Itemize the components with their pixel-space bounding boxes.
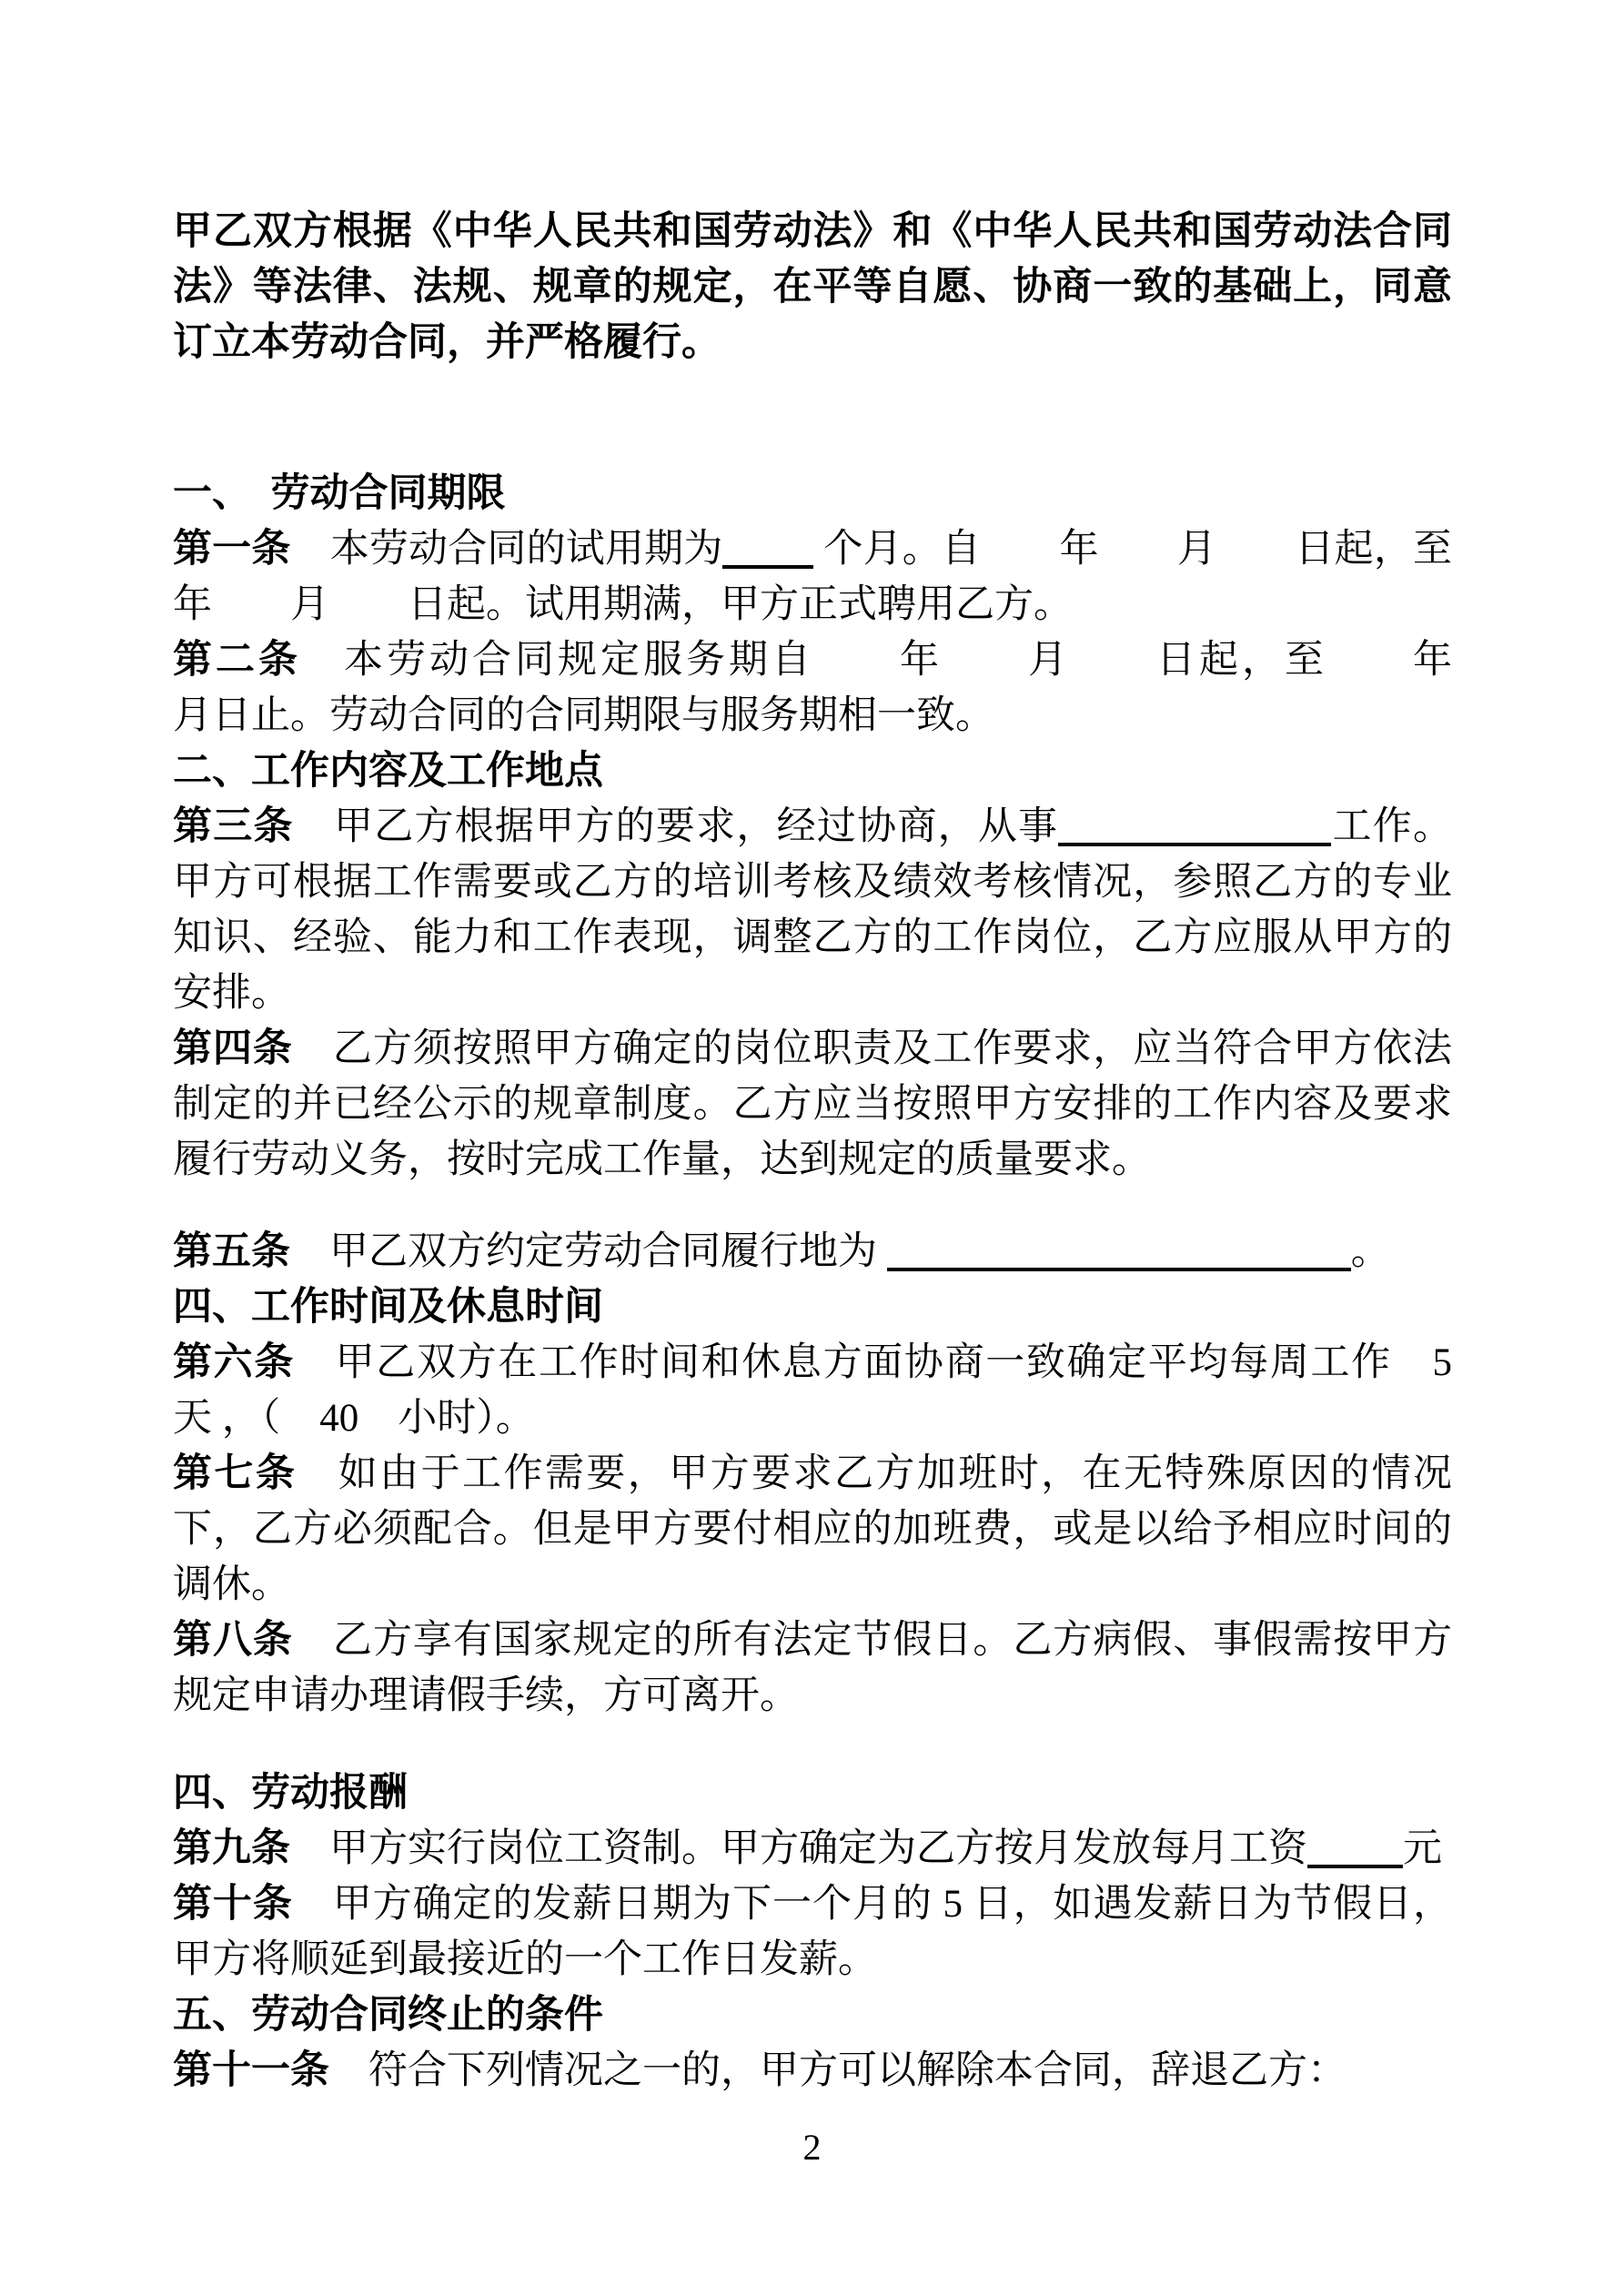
article-1 bbox=[173, 521, 1452, 632]
article-6 bbox=[173, 1335, 1492, 1446]
article-2 bbox=[173, 632, 1530, 743]
text-run: 本劳动合同的试用期为 bbox=[290, 528, 723, 571]
section-heading-work-time bbox=[173, 1279, 1452, 1335]
bold-run: 第三条 bbox=[173, 805, 294, 848]
contract-body bbox=[173, 204, 1530, 2099]
text-run: 甲乙双方约定劳动合同履行地为 bbox=[290, 1230, 887, 1273]
bold-run: 第十一条 bbox=[173, 2049, 329, 2092]
text-run: 本劳动合同规定服务期自 年 月 日起，至 年 月日止。劳动合同的合同期限与服务期相一致。 bbox=[173, 639, 1530, 737]
section-heading-term bbox=[173, 466, 1452, 521]
section-heading-work-content bbox=[173, 743, 1452, 799]
page-number: 2 bbox=[802, 2127, 822, 2168]
bold-run: 第八条 bbox=[173, 1619, 293, 1662]
bold-run: 第十条 bbox=[173, 1883, 293, 1926]
text-run: 工作。甲方可根据工作需要或乙方的培训考核及绩效考核情况，参照乙方的专业知识、经验、能力和工作表现，调整乙方的工作岗位，乙方应服从甲方的安排。 bbox=[173, 805, 1453, 1015]
bold-run: 二、工作内容及工作地点 bbox=[173, 750, 603, 793]
fill-in-blank bbox=[887, 1267, 1351, 1271]
blank-gap-3 bbox=[173, 1724, 1452, 1765]
bold-run: 五、劳动合同终止的条件 bbox=[173, 1994, 603, 2037]
fill-in-blank bbox=[1058, 842, 1331, 846]
text-run: 甲方确定的发薪日期为下一个月的 5 日，如遇发薪日为节假日，甲方将顺延到最接近的一个工作日发薪。 bbox=[173, 1883, 1452, 1981]
text-run: 元 bbox=[1403, 1827, 1442, 1870]
text-run: 乙方享有国家规定的所有法定节假日。乙方病假、事假需按甲方规定申请办理请假手续，方可离开。 bbox=[173, 1619, 1453, 1717]
bold-run: 第九条 bbox=[173, 1827, 290, 1870]
text-run: 乙方须按照甲方确定的岗位职责及工作要求，应当符合甲方依法制定的并已经公示的规章制度。乙方应当按照甲方安排的工作内容及要求履行劳动义务，按时完成工作量，达到规定的质量要求。 bbox=[173, 1027, 1453, 1181]
article-10 bbox=[173, 1876, 1452, 1988]
text-run: 符合下列情况之一的，甲方可以解除本合同，辞退乙方： bbox=[329, 2049, 1347, 2092]
bold-run: 第四条 bbox=[173, 1027, 293, 1070]
bold-run: 甲乙双方根据《中华人民共和国劳动法》和《中华人民共和国劳动法合同法》等法律、法规、规章的规定，在平等自愿、协商一致的基础上，同意订立本劳动合同，并严格履行。 bbox=[173, 210, 1452, 364]
article-5 bbox=[173, 1224, 1452, 1279]
text-run: 甲乙方根据甲方的要求，经过协商，从事 bbox=[293, 805, 1059, 848]
blank-gap-2 bbox=[173, 1188, 1452, 1224]
intro-clause bbox=[173, 204, 1452, 370]
fill-in-blank bbox=[722, 564, 813, 569]
text-run: 甲乙双方在工作时间和休息方面协商一致确定平均每周工作 5 天 ，（ 40 小时）。 bbox=[173, 1341, 1492, 1440]
blank-gap-1 bbox=[173, 370, 1452, 466]
section-heading-pay bbox=[173, 1765, 1452, 1821]
text-run: 个月。自 年 月 日起，至年 月 日起。试用期满，甲方正式聘用乙方。 bbox=[173, 528, 1453, 626]
article-9 bbox=[173, 1821, 1452, 1876]
bold-run: 四、劳动报酬 bbox=[173, 1772, 408, 1815]
bold-run: 四、工作时间及休息时间 bbox=[173, 1286, 603, 1329]
article-3 bbox=[173, 799, 1452, 1021]
text-run: 甲方实行岗位工资制。甲方确定为乙方按月发放每月工资 bbox=[290, 1827, 1307, 1870]
bold-run: 一、 劳动合同期限 bbox=[173, 472, 506, 515]
bold-run: 第六条 bbox=[173, 1341, 295, 1384]
article-11 bbox=[173, 2043, 1452, 2099]
article-8 bbox=[173, 1613, 1452, 1724]
text-run: 如由于工作需要，甲方要求乙方加班时，在无特殊原因的情况下，乙方必须配合。但是甲方要付相应的加班费，或是以给予相应时间的调休。 bbox=[173, 1452, 1453, 1606]
fill-in-blank bbox=[1307, 1864, 1403, 1868]
text-run: 。 bbox=[1350, 1230, 1390, 1273]
section-heading-termination bbox=[173, 1988, 1452, 2043]
article-4 bbox=[173, 1021, 1452, 1188]
bold-run: 第一条 bbox=[173, 528, 291, 571]
bold-run: 第五条 bbox=[173, 1230, 290, 1273]
bold-run: 第二条 bbox=[173, 639, 301, 682]
article-7 bbox=[173, 1446, 1452, 1613]
bold-run: 第七条 bbox=[173, 1452, 298, 1495]
